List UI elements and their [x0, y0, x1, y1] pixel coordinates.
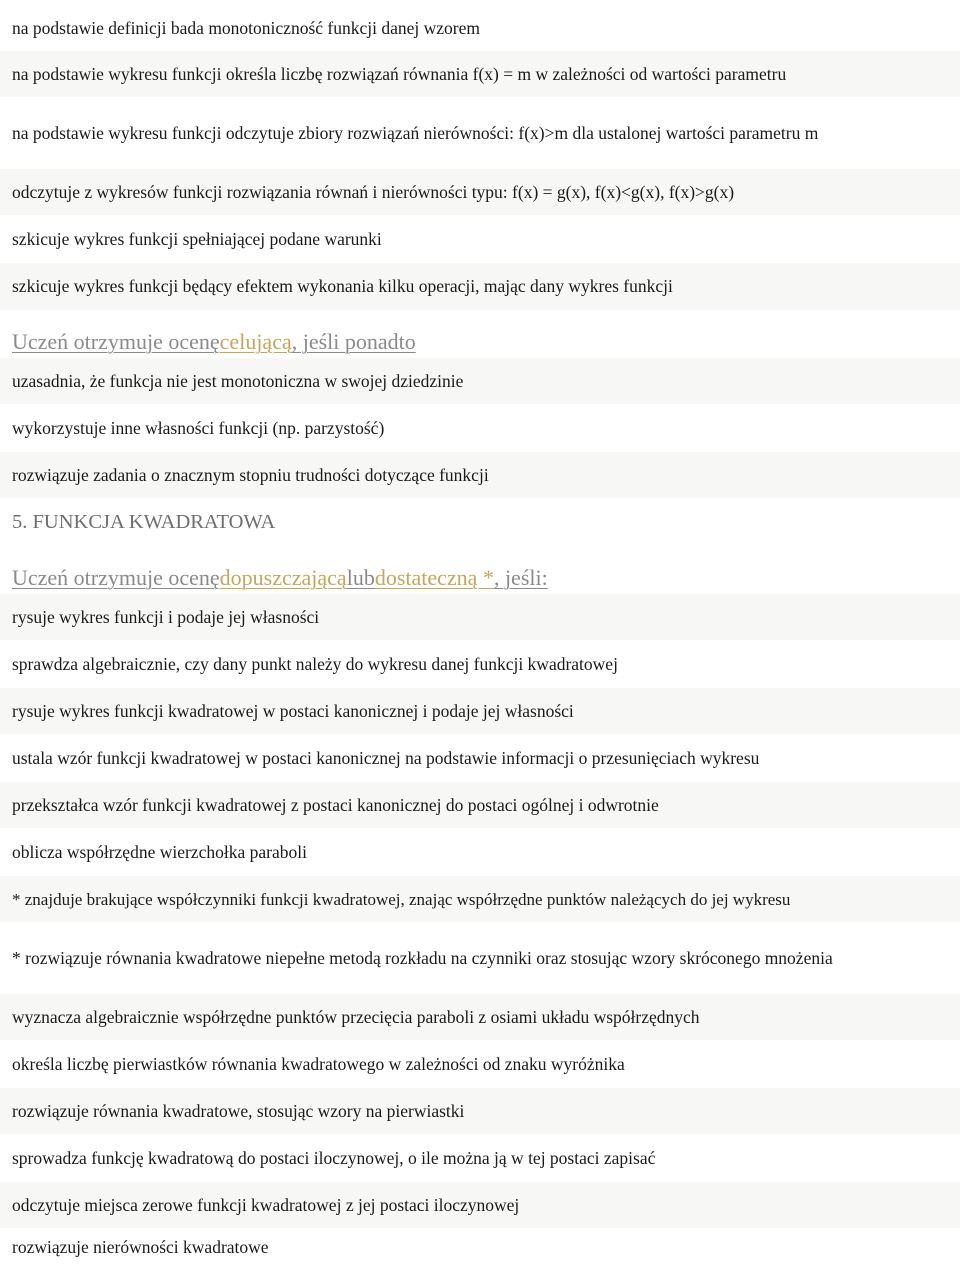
list-item-text: * znajduje brakujące współczynniki funkcji kwadratowej, znając współrzędne punktów należących do jej wykresu [12, 889, 791, 909]
list-item [0, 216, 960, 262]
list-item [0, 876, 960, 922]
grade-suffix: , jeśli ponadto [291, 329, 416, 354]
list-item [0, 923, 960, 993]
list-item [0, 1182, 960, 1228]
list-item-text: rozwiązuje zadania o znacznym stopniu trudności dotyczące funkcji [12, 464, 489, 485]
list-item-text: rozwiązuje równania kwadratowe, stosując wzory na pierwiastki [12, 1100, 465, 1121]
list-item [0, 994, 960, 1040]
list-item-text: wyznacza algebraicznie współrzędne punktów przecięcia paraboli z osiami układu współrzędnych [12, 1006, 700, 1027]
grade-prefix: Uczeń otrzymuje ocenę [12, 565, 220, 590]
list-item [0, 1229, 960, 1265]
list-item [0, 688, 960, 734]
list-item-text: rysuje wykres funkcji i podaje jej własności [12, 606, 320, 627]
grade-prefix: Uczeń otrzymuje ocenę [12, 329, 220, 354]
list-item-text: odczytuje z wykresów funkcji rozwiązania równań i nierówności typu: f(x) = g(x), f(x)<g(x), f(x)>g(x) [12, 181, 735, 202]
grade-suffix: , jeśli: [493, 565, 548, 590]
list-item-text: na podstawie definicji bada monotoniczność funkcji danej wzorem [12, 17, 480, 38]
list-item [0, 169, 960, 215]
list-item [0, 594, 960, 640]
grade-connector: lub [346, 565, 375, 590]
list-item [0, 98, 960, 168]
list-item-text: na podstawie wykresu funkcji określa liczbę rozwiązań równania f(x) = m w zależności od wartości parametru [12, 63, 787, 84]
list-item-text: sprowadza funkcję kwadratową do postaci iloczynowej, o ile można ją w tej postaci zapisać [12, 1147, 656, 1168]
list-item-text: szkicuje wykres funkcji spełniającej podane warunki [12, 228, 382, 249]
list-item-text: ustala wzór funkcji kwadratowej w postaci kanonicznej na podstawie informacji o przesunięciach wykresu [12, 747, 760, 768]
list-item [0, 782, 960, 828]
list-item [0, 829, 960, 875]
list-item-text: odczytuje miejsca zerowe funkcji kwadratowej z jej postaci iloczynowej [12, 1194, 520, 1215]
grade-heading-celujaca [0, 324, 960, 360]
list-item-text: rozwiązuje nierówności kwadratowe [12, 1236, 269, 1257]
list-item-text: uzasadnia, że funkcja nie jest monotoniczna w swojej dziedzinie [12, 370, 464, 391]
list-item [0, 358, 960, 404]
list-item-text: sprawdza algebraicznie, czy dany punkt należy do wykresu danej funkcji kwadratowej [12, 653, 618, 674]
list-item [0, 1135, 960, 1181]
grade-name-dopuszczajaca: dopuszczającą [219, 565, 347, 590]
grade-heading-dopuszczajaca [0, 561, 960, 595]
list-item-text: szkicuje wykres funkcji będący efektem wykonania kilku operacji, mając dany wykres funkcji [12, 276, 673, 296]
list-item-text: rysuje wykres funkcji kwadratowej w postaci kanonicznej i podaje jej własności [12, 700, 574, 721]
list-item-text: na podstawie wykresu funkcji odczytuje zbiory rozwiązań nierówności: f(x)>m dla ustalonej wartości parametru m [12, 122, 819, 143]
grade-name-dostateczna: dostateczną * [374, 565, 494, 590]
list-item [0, 405, 960, 451]
list-item [0, 641, 960, 687]
list-item [0, 6, 960, 50]
list-item [0, 263, 960, 310]
grade-name-celujaca: celującą [219, 329, 292, 354]
list-item [0, 1041, 960, 1087]
list-item [0, 452, 960, 498]
list-item [0, 51, 960, 97]
list-item-text: * rozwiązuje równania kwadratowe niepełne metodą rozkładu na czynniki oraz stosując wzory skróconego mnożenia [12, 947, 833, 968]
list-item [0, 1088, 960, 1134]
list-item-text: wykorzystuje inne własności funkcji (np. parzystość) [12, 417, 385, 438]
section-heading: 5. FUNKCJA KWADRATOWA [0, 507, 960, 537]
list-item-text: przekształca wzór funkcji kwadratowej z postaci kanonicznej do postaci ogólnej i odwrotnie [12, 794, 659, 815]
list-item-text: oblicza współrzędne wierzchołka paraboli [12, 841, 307, 862]
list-item [0, 735, 960, 781]
list-item-text: określa liczbę pierwiastków równania kwadratowego w zależności od znaku wyróżnika [12, 1053, 625, 1074]
